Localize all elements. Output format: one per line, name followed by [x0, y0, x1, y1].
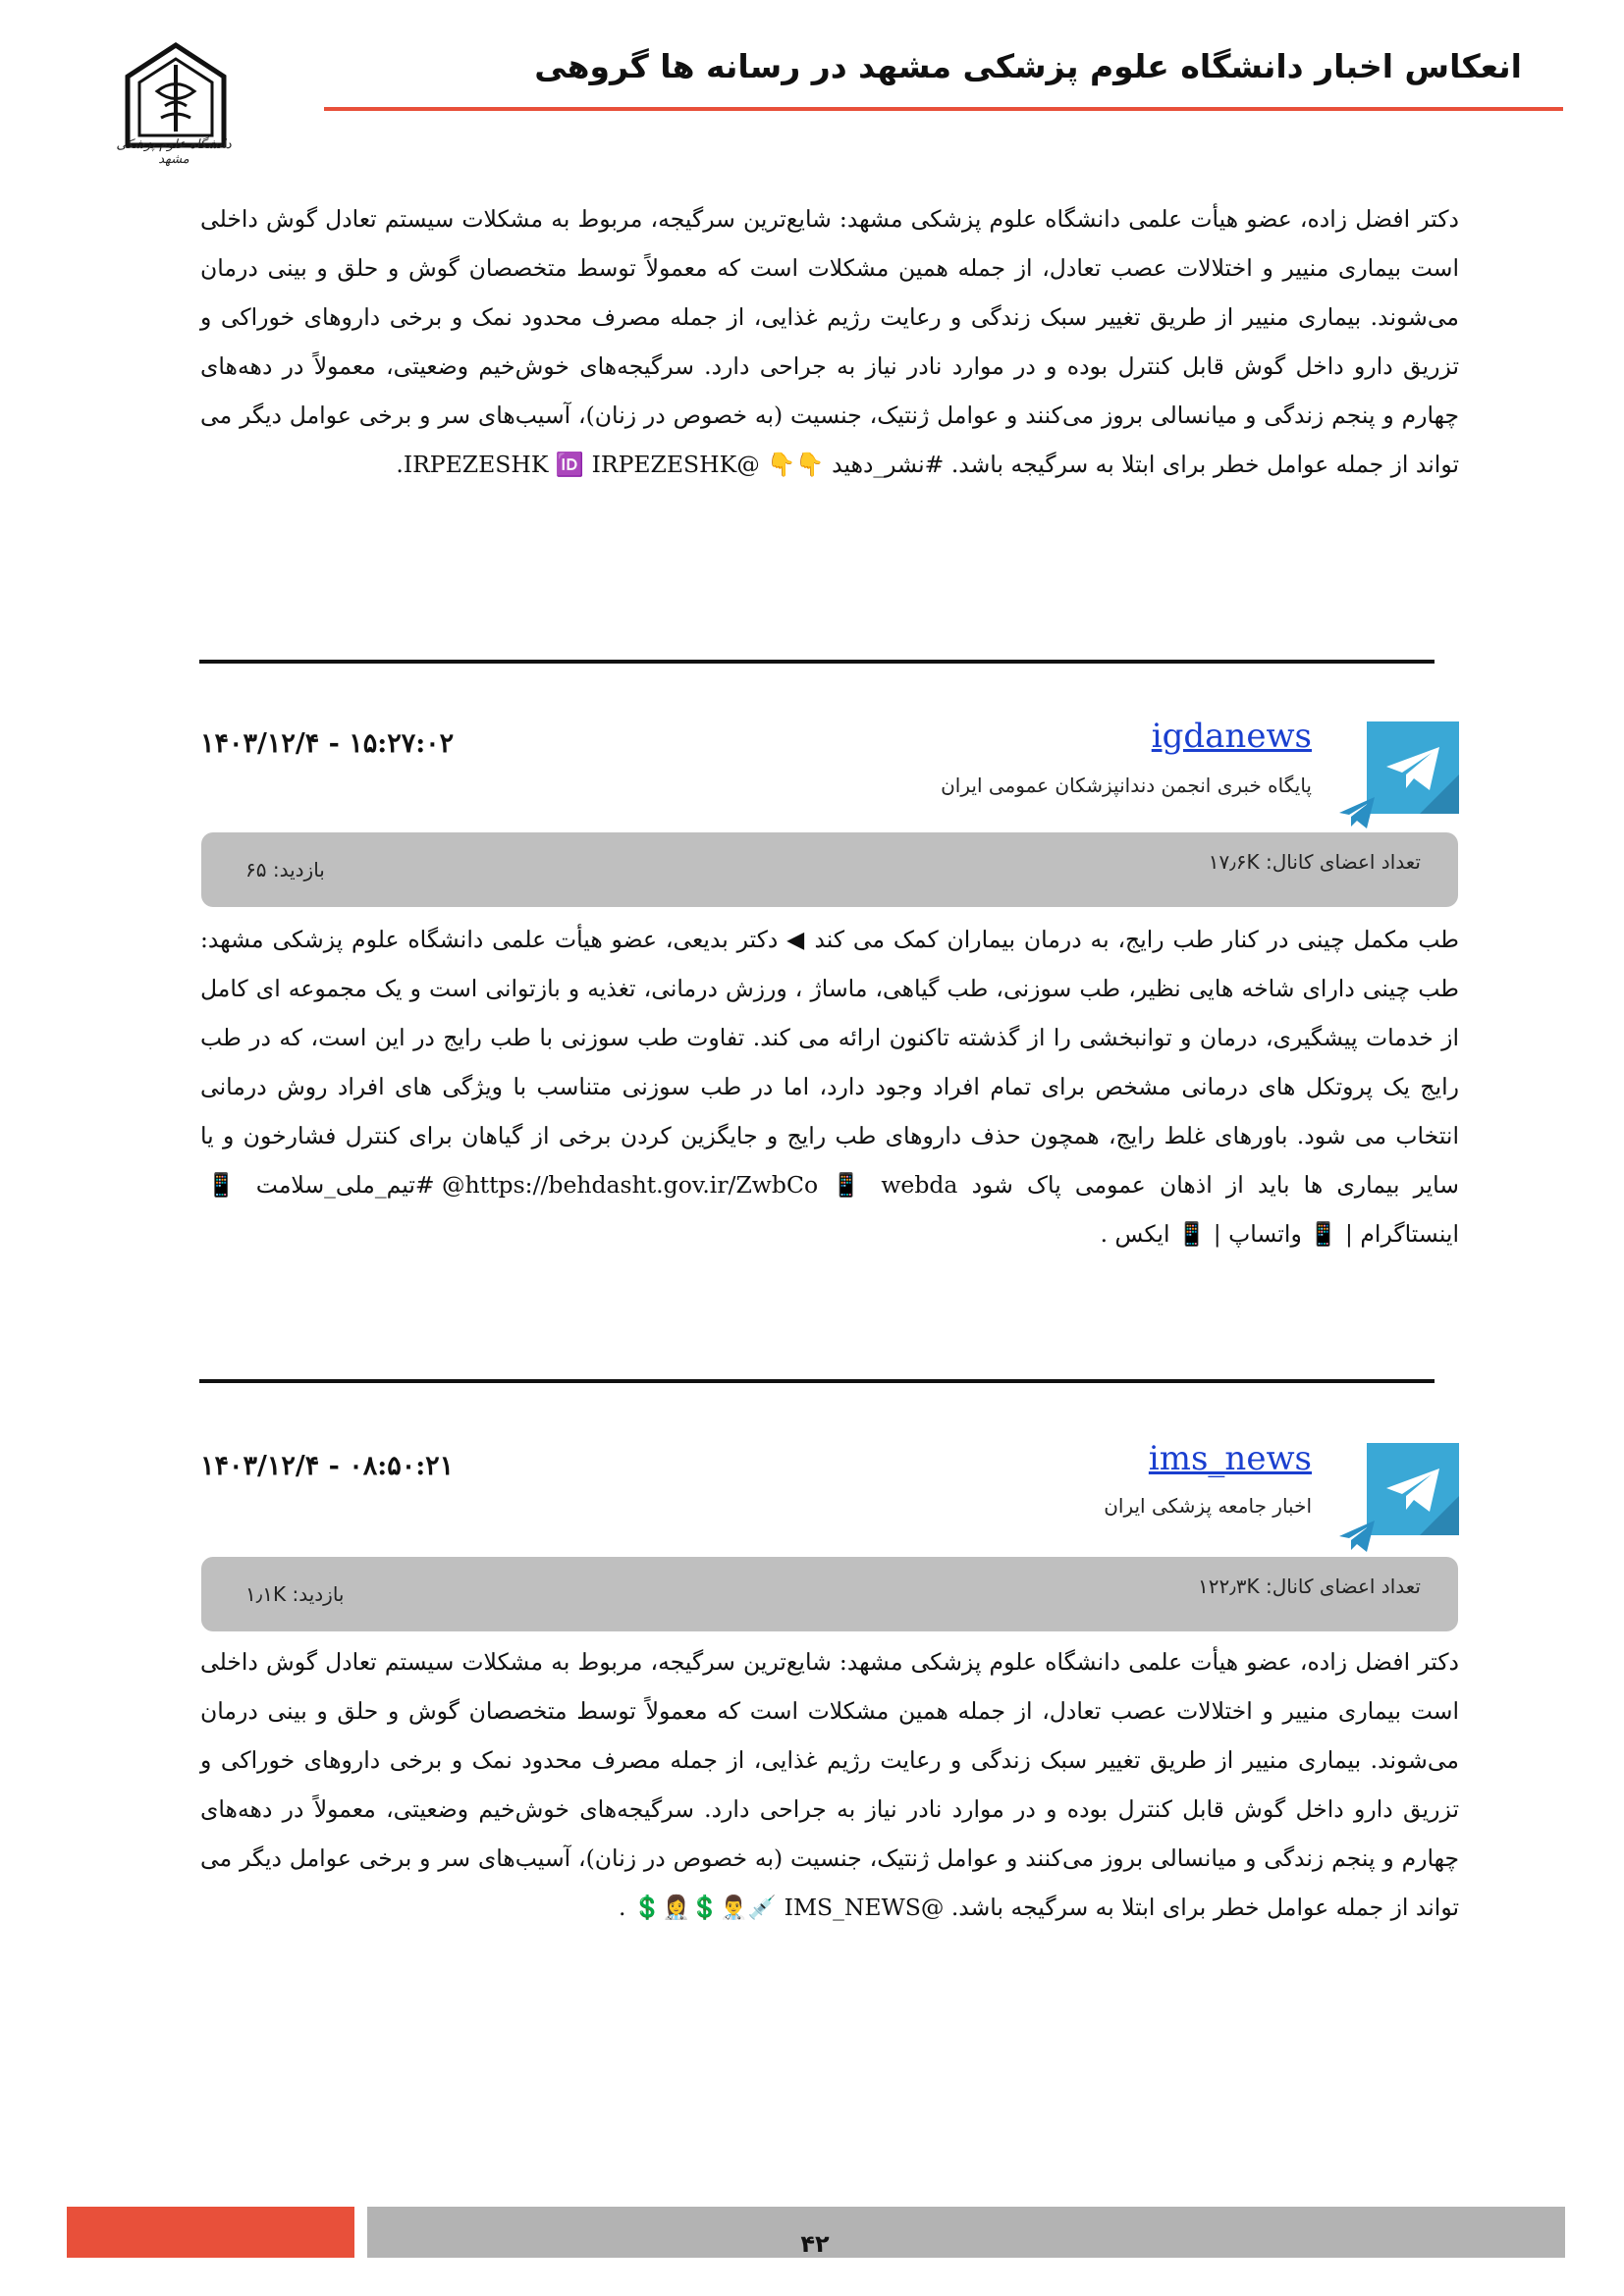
channel-stats-bar	[201, 832, 1458, 907]
channel-subtitle: پایگاه خبری انجمن دندانپزشکان عمومی ایران	[941, 774, 1312, 797]
members-count: تعداد اعضای کانال: ۱۲۲٫۳K	[1198, 1575, 1421, 1598]
views-count: بازدید: ۶۵	[245, 858, 325, 881]
post-divider	[199, 660, 1435, 664]
telegram-icon	[1337, 1517, 1377, 1556]
telegram-channel-icon	[1367, 721, 1459, 814]
post-text: دکتر افضل زاده، عضو هیأت علمی دانشگاه علوم پزشکی مشهد: شایع‌ترین سرگیجه، مربوط به مشکلات سیستم تعادل گوش داخلی است بیماری منییر و اختلالات عصب تعادل، از جمله همین مشکلات است که معمولاً توسط متخصصان گوش و حلق و بینی درمان می‌شوند. بیماری منییر از طریق تغییر سبک زندگی و رعایت رژیم غذایی، از جمله مصرف محدود نمک و برخی داروهای خوراکی و تزریق دارو داخل گوش قابل کنترل بوده و در موارد نادر نیاز به جراحی دارد. سرگیجه‌های خوش‌خیم وضعیتی، معمولاً در دهه‌های چهارم و پنجم زندگی و میانسالی بروز می‌کنند و عوامل ژنتیک، جنسیت (به خصوص در زنان)، آسیب‌های سر و برخی عوامل دیگر می تواند از جمله عوامل خطر برای ابتلا به سرگیجه باشد. #نشر_دهید 👇👇 @IRPEZESHK 🆔 IRPEZESHK.	[200, 205, 1459, 478]
channel-link[interactable]: ims_news	[1148, 1439, 1312, 1478]
post-text: دکتر افضل زاده، عضو هیأت علمی دانشگاه علوم پزشکی مشهد: شایع‌ترین سرگیجه، مربوط به مشکلات سیستم تعادل گوش داخلی است بیماری منییر و اختلالات عصب تعادل، از جمله همین مشکلات است که معمولاً توسط متخصصان گوش و حلق و بینی درمان می‌شوند. بیماری منییر از طریق تغییر سبک زندگی و رعایت رژیم غذایی، از جمله مصرف محدود نمک و برخی داروهای خوراکی و تزریق دارو داخل گوش قابل کنترل بوده و در موارد نادر نیاز به جراحی دارد. سرگیجه‌های خوش‌خیم وضعیتی، معمولاً در دهه‌های چهارم و پنجم زندگی و میانسالی بروز می‌کنند و عوامل ژنتیک، جنسیت (به خصوص در زنان)، آسیب‌های سر و برخی عوامل دیگر می تواند از جمله عوامل خطر برای ابتلا به سرگیجه باشد. @IMS_NEWS 💉👨‍⚕️💲👩‍⚕️💲 .	[200, 1648, 1459, 1921]
footer-accent-bar	[67, 2207, 354, 2258]
telegram-icon	[1337, 793, 1377, 832]
header-rule	[324, 107, 1563, 111]
post-datetime: ۱۴۰۳/۱۲/۴ - ۰۸:۵۰:۲۱	[200, 1451, 455, 1481]
page-title: انعکاس اخبار دانشگاه علوم پزشکی مشهد در رسانه ها گروهی	[534, 47, 1522, 85]
footer-bar	[367, 2207, 1565, 2258]
logo-caption: دانشگاه علوم پزشکی مشهد	[116, 137, 232, 167]
post-datetime: ۱۴۰۳/۱۲/۴ - ۱۵:۲۷:۰۲	[200, 728, 455, 759]
channel-link[interactable]: igdanews	[1151, 717, 1312, 756]
post-text: طب مکمل چینی در کنار طب رایج، به درمان بیماران کمک می کند ◀ دکتر بدیعی، عضو هیأت علمی دانشگاه علوم پزشکی مشهد: طب چینی دارای شاخه هایی نظیر، طب سوزنی، طب گیاهی، ماساژ ، ورزش درمانی، تغذیه و بازتوانی است و یک مجموعه ای کامل از خدمات پیشگیری، درمان و توانبخشی را از گذشته تاکنون ارائه می کند. تفاوت طب سوزنی با طب رایج در این است، که در طب رایج یک پروتکل های درمانی مشخص برای تمام افراد وجود دارد، اما در طب سوزنی متناسب با ویژگی های افراد روش درمانی انتخاب می شود. باورهای غلط رایج، همچون حذف داروهای طب رایج و جایگزین کردن برخی از گیاهان برای کنترل فشارخون و یا سایر بیماری ها باید از اذهان عمومی پاک شود https://behdasht.gov.ir/ZwbCo 📱 webda@ #تیم_ملی_سلامت 📱 اینستاگرام | 📱 واتساپ | 📱 ایکس .	[200, 926, 1459, 1248]
page-number: ۴۲	[800, 2230, 830, 2258]
views-count: بازدید: ۱٫۱K	[245, 1582, 345, 1606]
members-count: تعداد اعضای کانال: ۱۷٫۶K	[1208, 850, 1421, 874]
channel-subtitle: اخبار جامعه پزشکی ایران	[1104, 1494, 1312, 1518]
channel-stats-bar	[201, 1557, 1458, 1631]
post-divider	[199, 1379, 1435, 1383]
telegram-channel-icon	[1367, 1443, 1459, 1535]
